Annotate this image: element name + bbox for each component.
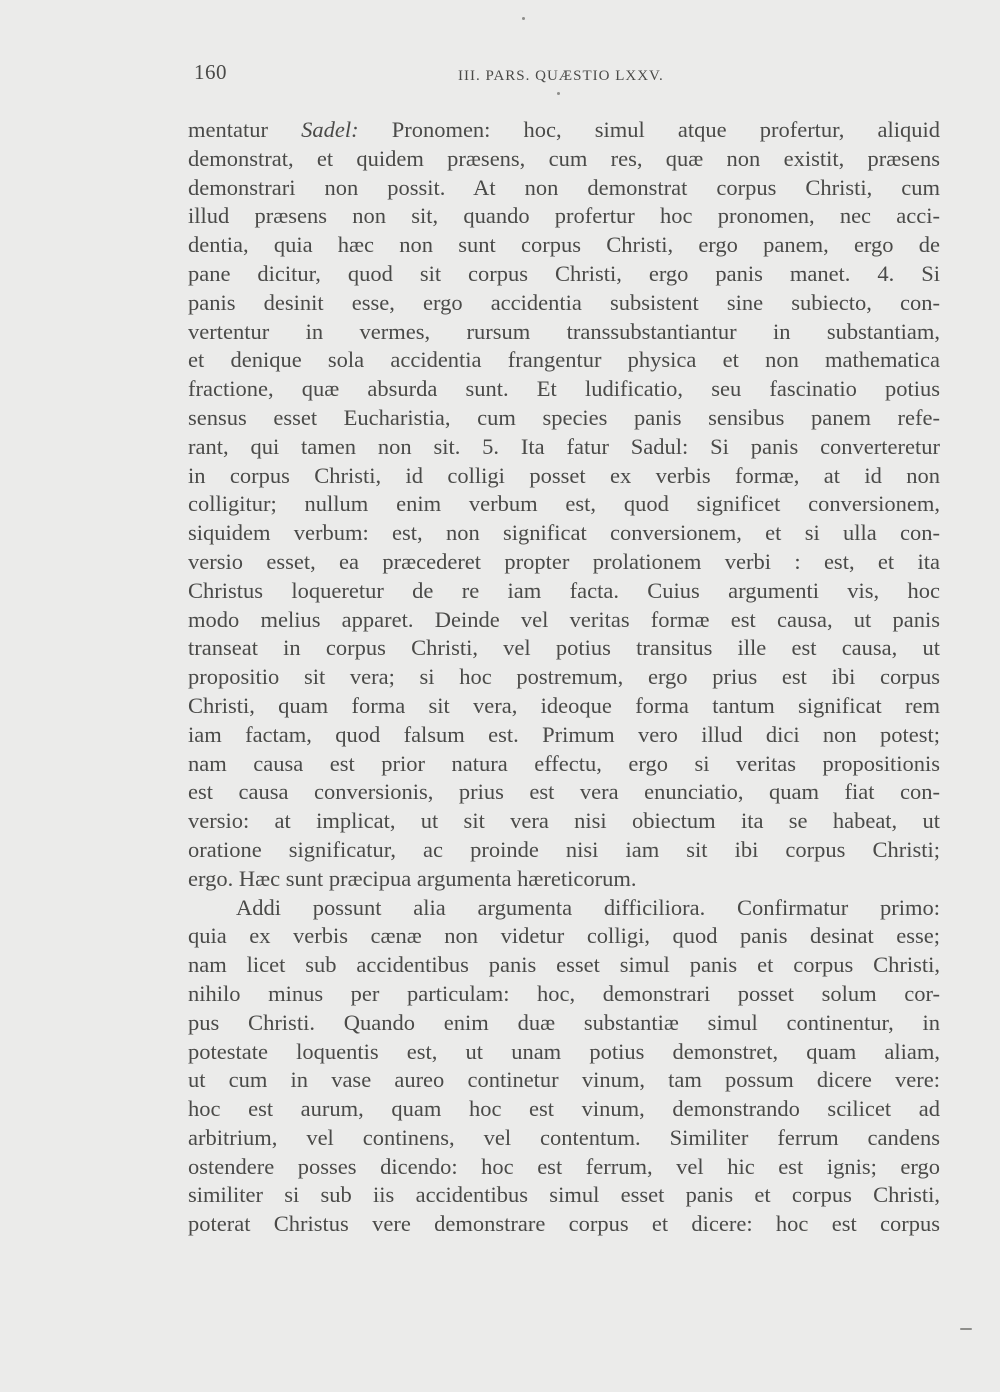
text-line-30: nam licet sub accidentibus panis esset simul panis et corpus Christi, [188, 952, 940, 978]
paper-speck [960, 1328, 972, 1330]
text-line-7: panis desinit esse, ergo accidentia subsistent sine subiecto, con- [188, 289, 940, 315]
body-text [188, 116, 940, 1239]
text-line-3: demonstrari non possit. At non demonstrat corpus Christi, cum [188, 174, 940, 200]
text-line-16: versio esset, ea præcederet propter prolationem verbi : est, et ita [188, 548, 940, 574]
text-line-11: sensus esset Eucharistia, cum species panis sensibus panem refe- [188, 404, 940, 430]
paper-speck [522, 17, 525, 20]
page-number: 160 [194, 60, 227, 84]
text-line-21: Christi, quam forma sit vera, ideoque forma tantum significat rem [188, 692, 940, 718]
text-line-19: transeat in corpus Christi, vel potius transitus ille est causa, ut [188, 635, 940, 661]
text-line-33: potestate loquentis est, ut unam potius demonstret, quam aliam, [188, 1038, 940, 1064]
text-line-15: siquidem verbum: est, non significat conversionem, et si ulla con- [188, 520, 940, 546]
text-line-27: ergo. Hæc sunt præcipua argumenta hæreticorum. [188, 865, 637, 891]
text-line-31: nihilo minus per particulam: hoc, demonstrari posset solum cor- [188, 980, 940, 1006]
text-line-18: modo melius apparet. Deinde vel veritas formæ est causa, ut panis [188, 606, 940, 632]
text-line-8: vertentur in vermes, rursum transsubstantiantur in substantiam, [188, 318, 940, 344]
text-line-2: demonstrat, et quidem præsens, cum res, quæ non existit, præsens [188, 145, 940, 171]
text-line-36: arbitrium, vel continens, vel contentum. Similiter ferrum candens [188, 1124, 940, 1150]
text-line-6: pane dicitur, quod sit corpus Christi, ergo panis manet. 4. Si [188, 260, 940, 286]
cited-name: Sadel: [301, 117, 359, 142]
text-line-24: est causa conversionis, prius est vera enunciatio, quam fiat con- [188, 779, 940, 805]
text-line-5: dentia, quia hæc non sunt corpus Christi, ergo panem, ergo de [188, 232, 940, 258]
text-line-23: nam causa est prior natura effectu, ergo si veritas propositionis [188, 750, 940, 776]
text-line-37: ostendere posses dicendo: hoc est ferrum, vel hic est ignis; ergo [188, 1153, 940, 1179]
paper-speck [557, 92, 560, 95]
text-line-1: mentatur Sadel: Pronomen: hoc, simul atque profertur, aliquid [188, 117, 940, 142]
text-line-22: iam factam, quod falsum est. Primum vero illud dici non potest; [188, 721, 940, 747]
text-line-38: similiter si sub iis accidentibus simul esset panis et corpus Christi, [188, 1182, 940, 1208]
text-line-4: illud præsens non sit, quando profertur hoc pronomen, nec acci- [188, 203, 940, 229]
text-line-20: propositio sit vera; si hoc postremum, ergo prius est ibi corpus [188, 664, 940, 690]
text-line-10: fractione, quæ absurda sunt. Et ludificatio, seu fascinatio potius [188, 376, 940, 402]
text-line-34: ut cum in vase aureo continetur vinum, tam possum dicere vere: [188, 1067, 940, 1093]
text-line-14: colligitur; nullum enim verbum est, quod significet conversionem, [188, 491, 940, 517]
text-line-32: pus Christi. Quando enim duæ substantiæ simul continentur, in [188, 1009, 940, 1035]
text-line-17: Christus loqueretur de re iam facta. Cuius argumenti vis, hoc [188, 577, 940, 603]
text-line-26: oratione significatur, ac proinde nisi iam sit ibi corpus Christi; [188, 836, 940, 862]
running-head: III. PARS. QUÆSTIO LXXV. [458, 68, 664, 84]
text-line-12: rant, qui tamen non sit. 5. Ita fatur Sadul: Si panis converteretur [188, 433, 940, 459]
text-line-35: hoc est aurum, quam hoc est vinum, demonstrando scilicet ad [188, 1096, 940, 1122]
text-line-25: versio: at implicat, ut sit vera nisi obiectum ita se habeat, ut [188, 808, 940, 834]
text-line-39: poterat Christus vere demonstrare corpus et dicere: hoc est corpus [188, 1211, 940, 1237]
text-line-9: et denique sola accidentia frangentur physica et non mathematica [188, 347, 940, 373]
text-line-28: Addi possunt alia argumenta difficiliora. Confirmatur primo: [236, 894, 940, 920]
text-line-29: quia ex verbis cænæ non videtur colligi, quod panis desinat esse; [188, 923, 940, 949]
text-line-13: in corpus Christi, id colligi posset ex verbis formæ, at id non [188, 462, 940, 488]
